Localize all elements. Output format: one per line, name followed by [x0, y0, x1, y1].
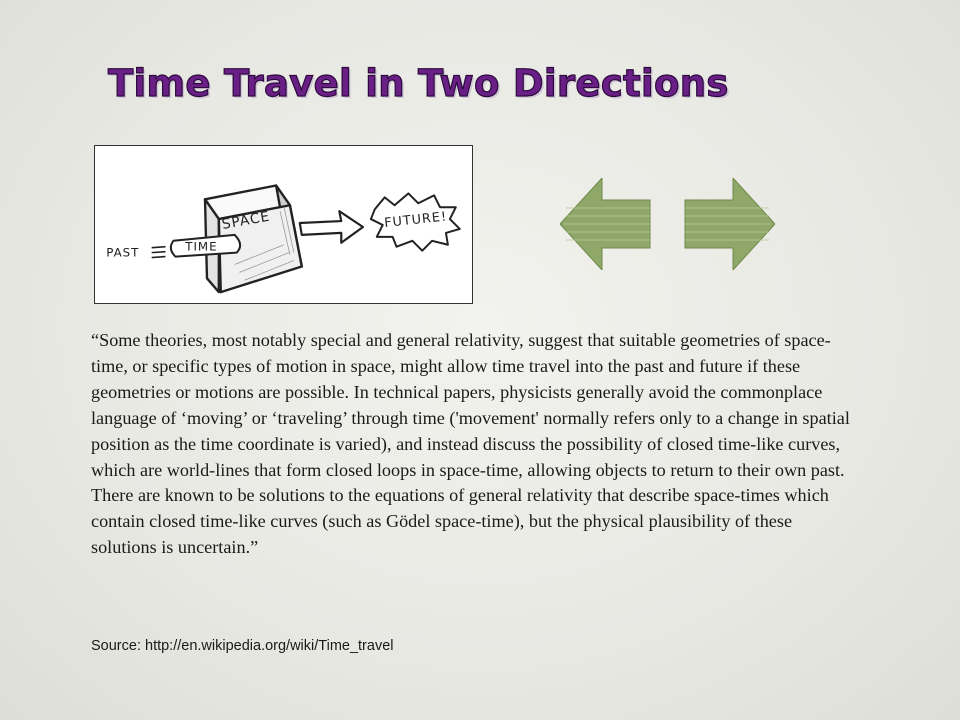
sketch-drawing	[95, 146, 472, 303]
sketch-label-past: PAST	[106, 245, 140, 260]
motion-lines	[152, 247, 166, 258]
source-citation: Source: http://en.wikipedia.org/wiki/Time_travel	[91, 638, 394, 654]
space-time-sketch	[94, 145, 473, 304]
sketch-label-future: FUTURE!	[383, 209, 448, 231]
arrow-left-icon[interactable]	[560, 178, 652, 270]
arrow-right-shape	[683, 178, 775, 270]
exit-arrow	[300, 211, 363, 243]
arrow-left-shape	[560, 178, 652, 270]
sketch-label-time: TIME	[185, 239, 218, 254]
arrow-right-icon[interactable]	[683, 178, 775, 270]
wikipedia-quote: “Some theories, most notably special and general relativity, suggest that suitable geometries of space-time, or specific types of motion in space, might allow time travel into the past and future if these geometries or motions are possible. In technical papers, physicists generally avoid the commonplace language of ‘moving’ or ‘traveling’ through time ('movement' normally refers only to a change in spatial position as the time coordinate is varied), and instead discuss the possibility of closed time-like curves, which are world-lines that form closed loops in space-time, allowing objects to return to their own past. There are known to be solutions to the equations of general relativity that describe space-times which contain closed time-like curves (such as Gödel space-time), but the physical plausibility of these solutions is uncertain.”	[91, 330, 850, 558]
sketch-label-space: SPACE	[220, 208, 272, 233]
slide-title: Time Travel in Two Directions	[108, 62, 729, 105]
